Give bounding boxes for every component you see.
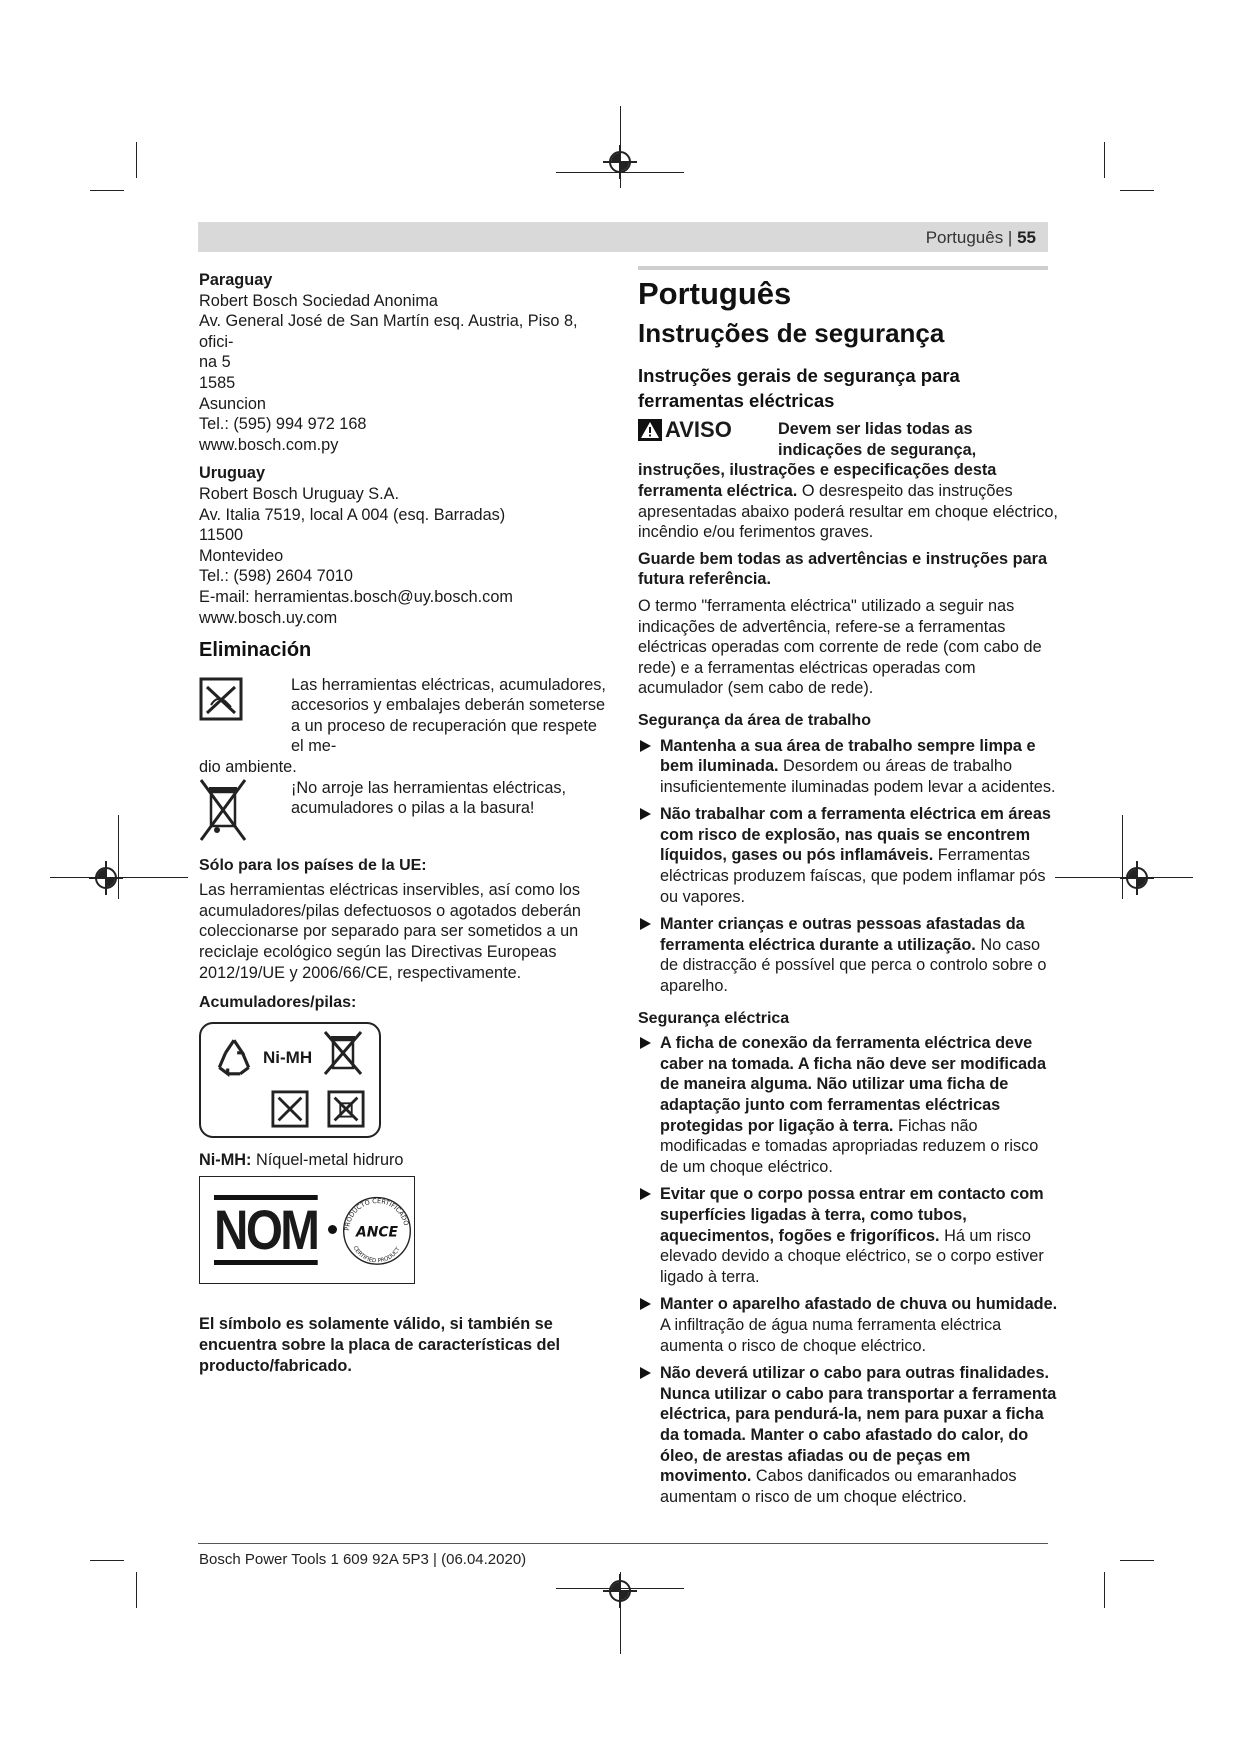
uruguay-line: E-mail: herramientas.bosch@uy.bosch.com bbox=[199, 587, 513, 606]
nom-ance-logo bbox=[199, 1176, 415, 1284]
electrica-heading: Segurança eléctrica bbox=[638, 1009, 790, 1027]
warning-bold-line-2: indicações de segurança, bbox=[778, 440, 977, 459]
paraguay-line: Asuncion bbox=[199, 394, 266, 413]
uruguay-line: Tel.: (598) 2604 7010 bbox=[199, 567, 353, 586]
item-bold: Evitar que o corpo possa entrar em contacto com superfícies ligadas à terra, como tubos, aquecimentos, fogões e frigoríficos. bbox=[660, 1185, 1044, 1245]
crossed-bin-icon bbox=[321, 1028, 365, 1078]
safety-title: Instruções de segurança bbox=[638, 317, 945, 348]
page-header bbox=[198, 222, 1048, 252]
nimh-bold: Ni-MH: bbox=[199, 1150, 252, 1169]
bullet-arrow-icon bbox=[640, 740, 651, 752]
item-bold: Manter crianças e outras pessoas afastadas da ferramenta eléctrica durante a utilização. bbox=[660, 915, 1025, 954]
bullet-arrow-icon bbox=[640, 918, 651, 930]
nom-logo-text: NOM bbox=[214, 1195, 317, 1265]
bullet-arrow-icon bbox=[640, 1367, 651, 1379]
warning-bold-rest: instruções, ilustrações e especificações desta ferramenta eléctrica. bbox=[638, 461, 997, 500]
paraguay-line: Robert Bosch Sociedad Anonima bbox=[199, 291, 438, 310]
list-item bbox=[638, 1294, 1058, 1356]
item-text: Há um risco elevado devido a choque eléctrico, se o corpo estiver ligado à terra. bbox=[660, 1226, 1044, 1286]
right-column bbox=[638, 266, 1058, 1514]
ance-seal-icon bbox=[340, 1187, 414, 1271]
battery-symbols-box bbox=[199, 1022, 381, 1138]
section-rule bbox=[638, 266, 1048, 270]
item-bold: A ficha de conexão da ferramenta eléctrica deve caber na tomada. A ficha não deve ser modificada de maneira alguma. Não utilizar uma ficha de adaptação junto com ferramentas eléctricas protegidas por ligação à terra. bbox=[660, 1034, 1047, 1135]
paraguay-line: Av. General José de San Martín esq. Austria, Piso 8, ofici- bbox=[199, 312, 578, 351]
acumuladores-title: Acumuladores/pilas: bbox=[199, 994, 357, 1012]
footer-rule bbox=[198, 1543, 1048, 1544]
crossed-bin-icon bbox=[199, 778, 279, 842]
list-item bbox=[638, 736, 1058, 798]
uruguay-line: Av. Italia 7519, local A 004 (esq. Barradas) bbox=[199, 505, 506, 524]
ue-text: Las herramientas eléctricas inservibles, así como los acumuladores/pilas defectuosos o agotados deberán coleccionarse por separado para ser sometidos a un reciclaje ecológico según las Directivas Europeas 2012/19/UE y 2006/66/CE, respectivamente. bbox=[199, 881, 581, 982]
item-bold: Mantenha a sua área de trabalho sempre limpa e bem iluminada. bbox=[660, 736, 1036, 776]
list-item bbox=[638, 804, 1058, 907]
bullet-arrow-icon bbox=[640, 1037, 651, 1049]
uruguay-line: 11500 bbox=[199, 526, 244, 545]
guarde-note: Guarde bem todas as advertências e instruções para futura referência. bbox=[638, 549, 1048, 589]
bullet-arrow-icon bbox=[640, 808, 651, 820]
paraguay-line: Tel.: (595) 994 972 168 bbox=[199, 415, 367, 434]
warning-bold-line-1: Devem ser lidas todas as bbox=[778, 420, 973, 439]
eliminacion-text-2: ¡No arroje las herramientas eléctricas, acumuladores o pilas a la basura! bbox=[291, 778, 567, 818]
item-text: Cabos danificados ou emaranhados aumentam o risco de um choque eléctrico. bbox=[660, 1467, 1017, 1506]
warning-block bbox=[638, 416, 1058, 460]
list-item bbox=[638, 1184, 1058, 1287]
paraguay-title: Paraguay bbox=[199, 271, 273, 289]
item-bold: Não deverá utilizar o cabo para outras finalidades. Nunca utilizar o cabo para transportar a ferramenta eléctrica, para pendurá-la, nem para puxar a ficha da tomada. Manter o cabo afastado do calor, do óleo, de arestas afiadas ou de peças em movimento. bbox=[660, 1364, 1057, 1486]
uruguay-title: Uruguay bbox=[199, 464, 266, 483]
seal-ring-top: PRODUCTO CERTIFICADO bbox=[343, 1197, 411, 1232]
item-text: No caso de distracção é possível que perca o controlo sobre o aparelho. bbox=[660, 935, 1047, 996]
area-heading: Segurança da área de trabalho bbox=[638, 711, 871, 729]
warning-word: AVISO bbox=[665, 416, 732, 442]
item-bold: Manter o aparelho afastado de chuva ou humidade. bbox=[660, 1295, 1058, 1314]
item-text: Desordem ou áreas de trabalho insuficientemente iluminadas podem levar a acidentes. bbox=[660, 757, 1056, 796]
recycle-tool-icon bbox=[271, 1090, 309, 1128]
item-text: A infiltração de água numa ferramenta eléctrica aumenta o risco de choque eléctrico. bbox=[660, 1315, 1002, 1355]
nimh-description bbox=[199, 1150, 609, 1171]
warning-icon bbox=[638, 419, 662, 441]
bullet-arrow-icon bbox=[640, 1188, 651, 1200]
bullet-arrow-icon bbox=[640, 1298, 651, 1310]
uruguay-line: www.bosch.uy.com bbox=[199, 608, 338, 627]
footer-text: Bosch Power Tools 1 609 92A 5P3 | (06.04.2020) bbox=[199, 1551, 527, 1568]
logo-dot bbox=[328, 1225, 337, 1234]
battery-type-label: Ni-MH bbox=[263, 1047, 313, 1067]
language-title: Português bbox=[638, 276, 792, 311]
eliminacion-heading: Eliminación bbox=[199, 639, 312, 662]
header-section: Português | bbox=[925, 228, 1013, 247]
left-column bbox=[199, 270, 609, 1376]
list-item bbox=[638, 1033, 1058, 1177]
warning-label bbox=[638, 416, 788, 442]
uruguay-line: Montevideo bbox=[199, 546, 284, 565]
recycle-tool-icon bbox=[199, 675, 279, 739]
warning-text bbox=[638, 460, 1058, 542]
warning-consequence: O desrespeito das instruções apresentadas abaixo poderá resultar em choque eléctrico, incêndio e/ou ferimentos graves. bbox=[638, 481, 1058, 542]
item-text: Fichas não modificadas e tomadas apropriadas reduzem o risco de um choque eléctrico. bbox=[660, 1116, 1039, 1176]
simbolo-note: El símbolo es solamente válido, si también se encuentra sobre la placa de características del producto/fabricado. bbox=[199, 1315, 561, 1375]
nimh-text: Níquel-metal hidruro bbox=[251, 1150, 404, 1169]
uruguay-line: Robert Bosch Uruguay S.A. bbox=[199, 484, 399, 503]
ue-title: Sólo para los países de la UE: bbox=[199, 856, 427, 874]
page-number: 55 bbox=[1017, 228, 1036, 247]
eliminacion-text-1-cont: dio ambiente. bbox=[199, 758, 297, 777]
paraguay-line: www.bosch.com.py bbox=[199, 435, 339, 454]
general-safety-heading: Instruções gerais de segurança para ferramentas eléctricas bbox=[638, 365, 960, 412]
termo-text: O termo "ferramenta eléctrica" utilizado a seguir nas indicações de advertência, refere-se a ferramentas eléctricas operadas com corrente de rede (com cabo de rede) e a ferramentas eléctricas operadas com acumulador (sem cabo de rede). bbox=[638, 596, 1042, 698]
svg-text:CERTIFIED PRODUCT bbox=[352, 1246, 402, 1265]
paraguay-line: na 5 bbox=[199, 353, 231, 372]
ance-text: ANCE bbox=[356, 1224, 398, 1241]
item-text: Ferramentas eléctricas produzem faíscas, que podem inflamar pós ou vapores. bbox=[660, 846, 1046, 906]
list-item bbox=[638, 914, 1058, 996]
battery-disposal-icon bbox=[327, 1090, 365, 1128]
item-bold: Não trabalhar com a ferramenta eléctrica em áreas com risco de explosão, nas quais se encontrem líquidos, gases ou pós inflamáveis. bbox=[660, 805, 1051, 865]
header-text bbox=[926, 228, 1036, 248]
paraguay-line: 1585 bbox=[199, 373, 236, 392]
list-item bbox=[638, 1363, 1058, 1507]
seal-ring-bottom: CERTIFIED PRODUCT bbox=[351, 1245, 402, 1265]
recycle-icon bbox=[213, 1036, 255, 1078]
eliminacion-text-1: Las herramientas eléctricas, acumuladores, accesorios y embalajes deberán someterse a un proceso de recuperación que respete el me- bbox=[291, 675, 606, 756]
